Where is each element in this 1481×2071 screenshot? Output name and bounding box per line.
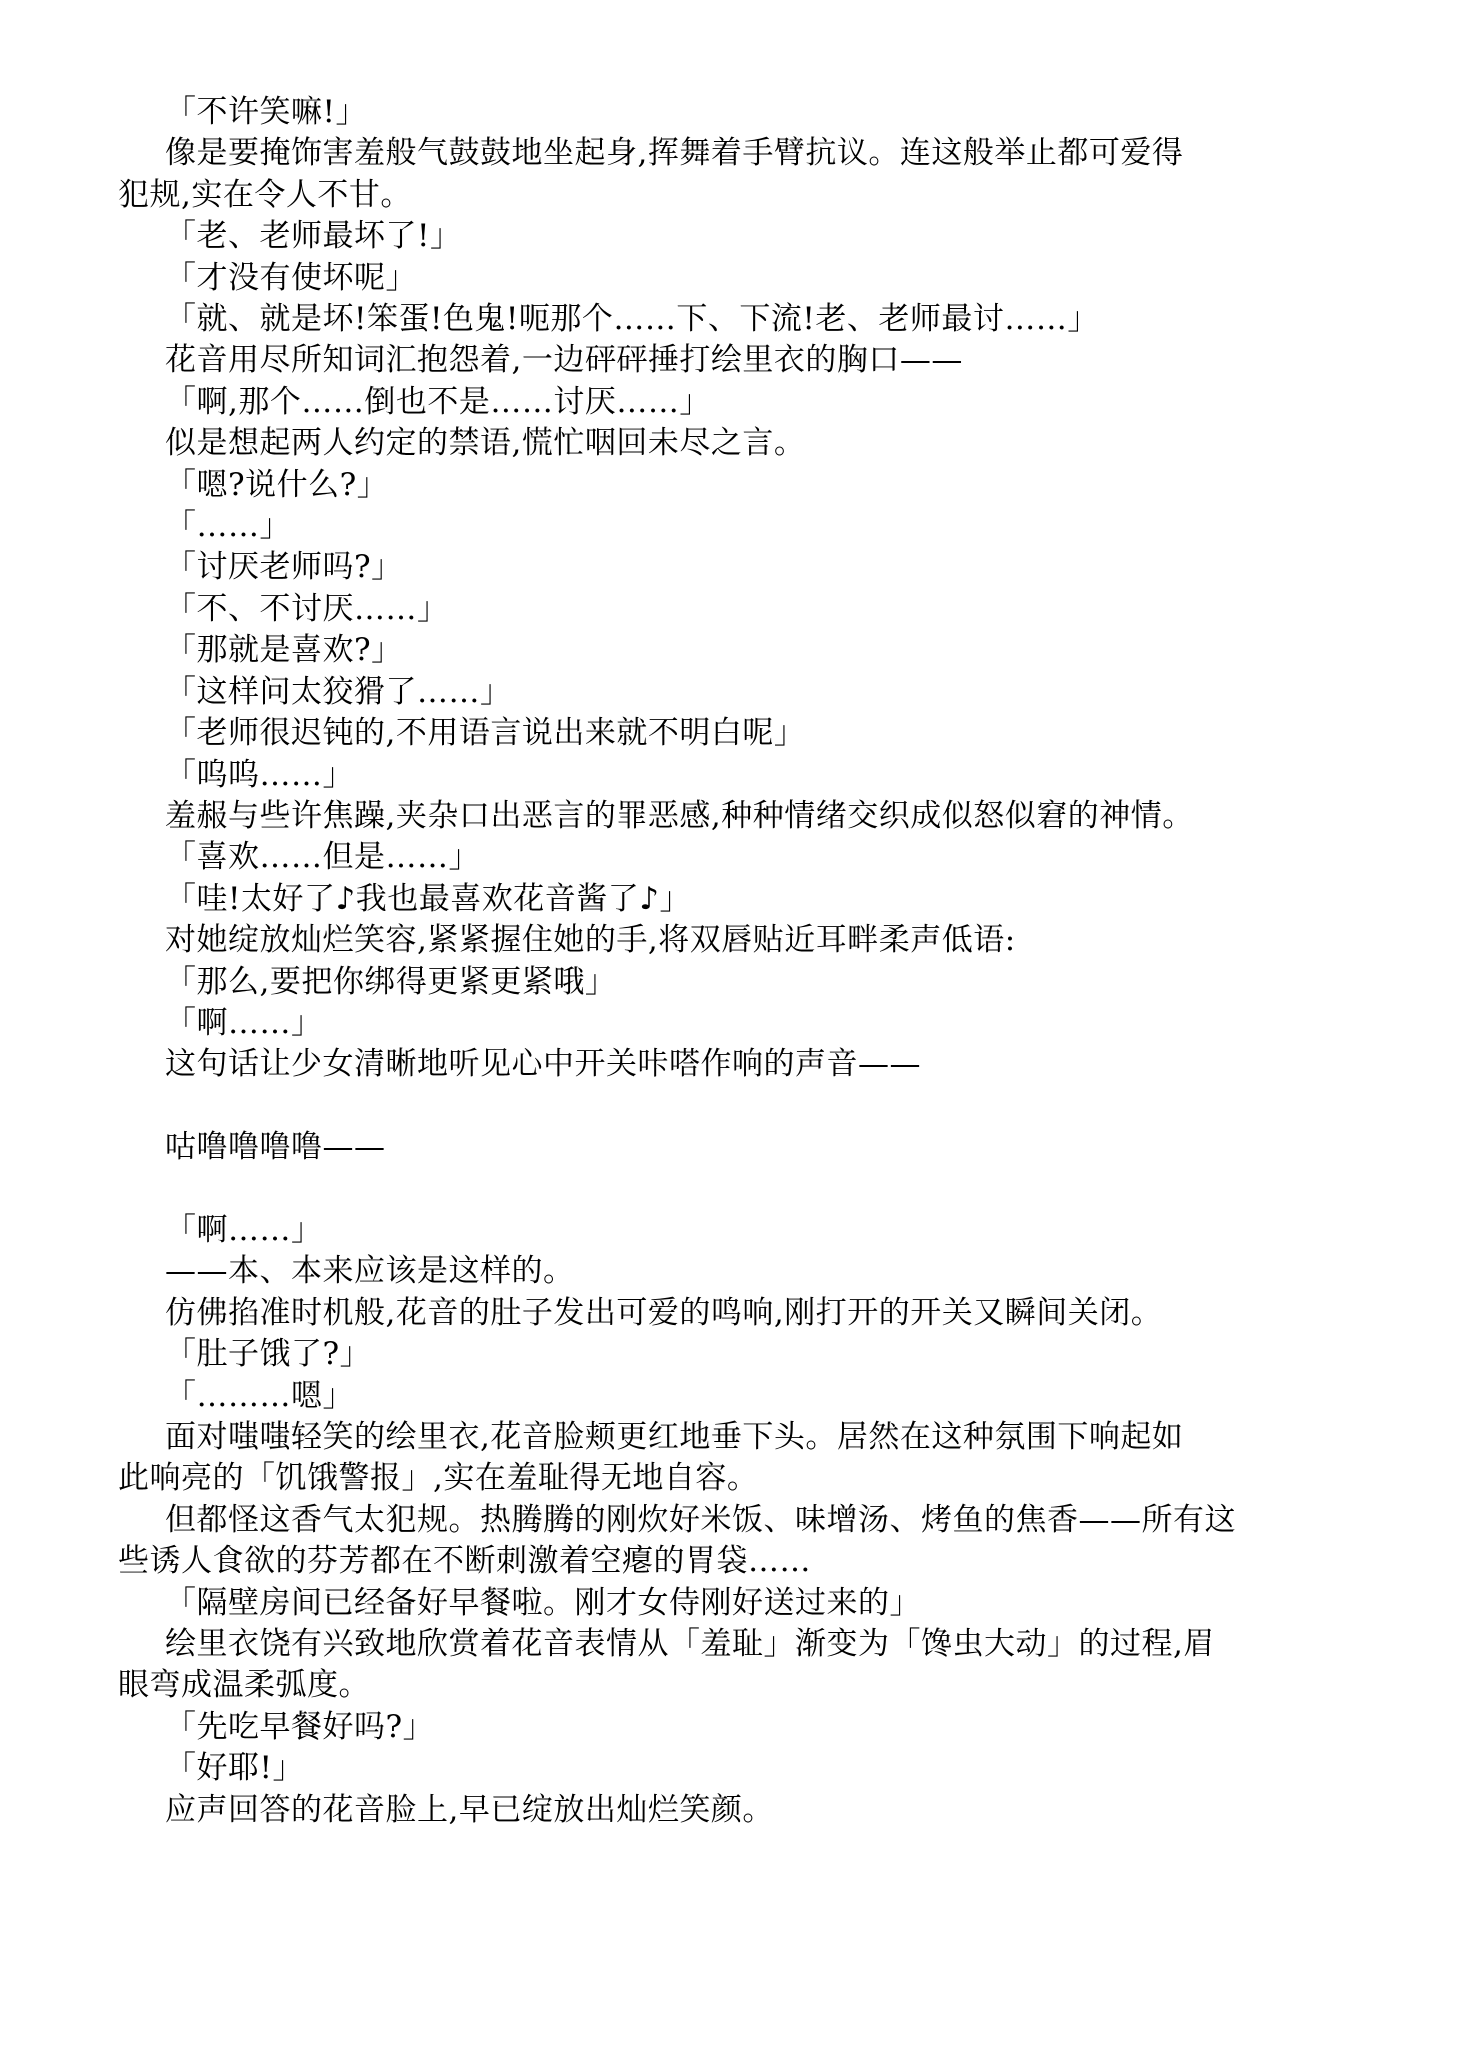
blank-line bbox=[118, 1086, 1386, 1127]
text-line: 眼弯成温柔弧度。 bbox=[118, 1667, 370, 1704]
text-line: 似是想起两人约定的禁语,慌忙咽回未尽之言。 bbox=[165, 425, 806, 462]
text-line: 「啊……」 bbox=[165, 1211, 323, 1248]
text-line: 应声回答的花音脸上,早已绽放出灿烂笑颜。 bbox=[165, 1791, 774, 1828]
text-line: 面对嗤嗤轻笑的绘里衣,花音脸颊更红地垂下头。居然在这种氛围下响起如 bbox=[165, 1418, 1184, 1455]
text-line: 咕噜噜噜噜—— bbox=[165, 1129, 386, 1166]
text-line: 「嗯?说什么?」 bbox=[165, 466, 389, 503]
text-line: 「肚子饿了?」 bbox=[165, 1336, 372, 1373]
text-line: 对她绽放灿烂笑容,紧紧握住她的手,将双唇贴近耳畔柔声低语: bbox=[165, 922, 1016, 959]
text-line: 「老、老师最坏了!」 bbox=[165, 218, 462, 255]
text-line: 花音用尽所知词汇抱怨着,一边砰砰捶打绘里衣的胸口—— bbox=[165, 342, 963, 379]
text-line: 但都怪这香气太犯规。热腾腾的刚炊好米饭、味增汤、烤鱼的焦香——所有这 bbox=[165, 1501, 1236, 1538]
text-line: 「不许笑嘛!」 bbox=[165, 94, 367, 130]
text-line: 「先吃早餐好吗?」 bbox=[165, 1708, 435, 1745]
blank-line bbox=[118, 1169, 1386, 1210]
text-line: 「老师很迟钝的,不用语言说出来就不明白呢」 bbox=[165, 715, 806, 752]
text-line: 犯规,实在令人不甘。 bbox=[118, 176, 412, 213]
text-line: 羞赧与些许焦躁,夹杂口出恶言的罪恶感,种种情绪交织成似怒似窘的神情。 bbox=[165, 797, 1194, 834]
text-line: ——本、本来应该是这样的。 bbox=[165, 1253, 575, 1290]
text-line: 「喜欢……但是……」 bbox=[165, 839, 480, 876]
text-line: 这句话让少女清晰地听见心中开关咔嗒作响的声音—— bbox=[165, 1046, 921, 1083]
text-line: 仿佛掐准时机般,花音的肚子发出可爱的鸣响,刚打开的开关又瞬间关闭。 bbox=[165, 1294, 1163, 1331]
text-line: 「那么,要把你绑得更紧更紧哦」 bbox=[165, 963, 617, 1000]
text-line: 「隔壁房间已经备好早餐啦。刚才女侍刚好送过来的」 bbox=[165, 1584, 921, 1621]
text-line: 像是要掩饰害羞般气鼓鼓地坐起身,挥舞着手臂抗议。连这般举止都可爱得 bbox=[165, 135, 1184, 172]
text-line: 「哇!太好了♪我也最喜欢花音酱了♪」 bbox=[165, 880, 692, 917]
text-line: 「不、不讨厌……」 bbox=[165, 590, 449, 627]
text-line: 此响亮的「饥饿警报」,实在羞耻得无地自容。 bbox=[118, 1460, 759, 1497]
text-line: 「就、就是坏!笨蛋!色鬼!呃那个……下、下流!老、老师最讨……」 bbox=[165, 301, 1099, 338]
text-line: 些诱人食欲的芬芳都在不断刺激着空瘪的胃袋…… bbox=[118, 1543, 811, 1580]
text-line: 「那就是喜欢?」 bbox=[165, 632, 403, 669]
text-line: 「好耶!」 bbox=[165, 1750, 304, 1787]
text-line: 「才没有使坏呢」 bbox=[165, 259, 417, 296]
text-line: 绘里衣饶有兴致地欣赏着花音表情从「羞耻」渐变为「馋虫大动」的过程,眉 bbox=[165, 1626, 1215, 1662]
text-line: 「这样问太狡猾了……」 bbox=[165, 673, 512, 710]
novel-text-block bbox=[118, 92, 1386, 1831]
text-line: 「啊……」 bbox=[165, 1004, 323, 1041]
text-line: 「呜呜……」 bbox=[165, 756, 354, 793]
text-line: 「讨厌老师吗?」 bbox=[165, 549, 403, 586]
text-line: 「……」 bbox=[165, 508, 291, 545]
text-line: 「………嗯」 bbox=[165, 1377, 354, 1414]
text-line: 「啊,那个……倒也不是……讨厌……」 bbox=[165, 383, 711, 420]
